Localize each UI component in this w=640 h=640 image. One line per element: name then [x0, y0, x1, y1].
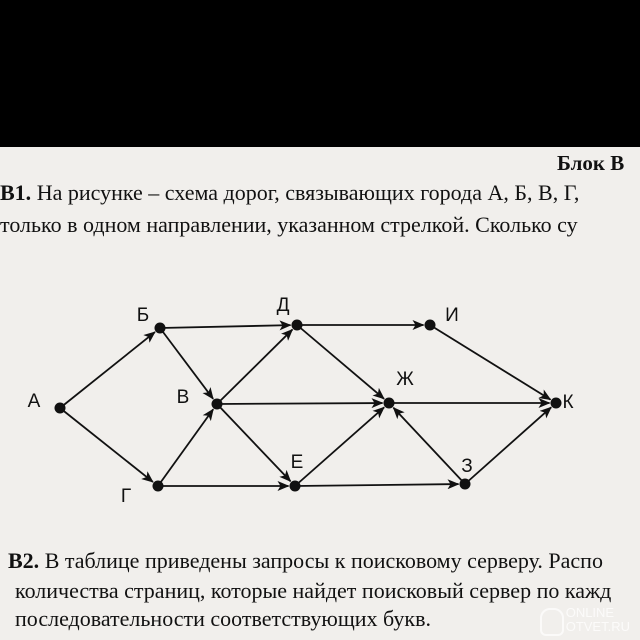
watermark-line2: OTVET.RU — [565, 619, 630, 634]
task-b2-number: В2. — [8, 548, 40, 573]
edge-D-to-Zh — [297, 325, 384, 399]
block-title: Блок В — [557, 151, 625, 175]
task-b2-line2: количества страниц, которые найдет поисковый сервер по кажд — [15, 578, 612, 603]
edge-G-to-V — [158, 409, 213, 486]
edge-V-to-Zh — [217, 403, 383, 404]
node-A — [55, 403, 66, 414]
node-Z — [460, 479, 471, 490]
node-label-G: Г — [120, 486, 132, 508]
task-b2-line1 — [8, 550, 603, 572]
node-E — [290, 481, 301, 492]
edge-A-to-B — [60, 332, 155, 408]
edge-E-to-Z — [295, 484, 459, 486]
node-label-I: И — [445, 305, 459, 327]
task-b1-number: В1. — [0, 180, 32, 205]
task-b1-line2: только в одном направлении, указанном стрелкой. Сколько су — [0, 212, 578, 237]
edge-I-to-K — [430, 325, 550, 400]
task-b2-line3: последовательности соответствующих букв. — [15, 606, 431, 631]
node-label-Zh: Ж — [396, 369, 414, 391]
node-G — [153, 481, 164, 492]
node-label-Z: З — [461, 456, 473, 478]
task-b1-text1: На рисунке – схема дорог, связывающих города А, Б, В, Г, — [36, 180, 580, 205]
node-B — [155, 323, 166, 334]
edge-B-to-D — [160, 325, 291, 328]
node-label-D: Д — [276, 295, 290, 317]
edge-V-to-D — [217, 330, 292, 404]
node-label-E: Е — [290, 452, 304, 474]
node-I — [425, 320, 436, 331]
watermark-line1: ONLINE — [565, 605, 615, 620]
edge-Z-to-Zh — [393, 408, 465, 484]
edge-Z-to-K — [465, 407, 551, 484]
lightbulb-icon — [540, 608, 564, 636]
edge-E-to-Zh — [295, 407, 384, 486]
task-b2-text1: В таблице приведены запросы к поисковому серверу. Распо — [44, 548, 603, 573]
node-label-A: А — [27, 391, 41, 413]
watermark — [566, 606, 630, 634]
node-V — [212, 399, 223, 410]
node-label-B: Б — [136, 305, 150, 327]
edge-A-to-G — [60, 408, 153, 482]
edge-V-to-E — [217, 404, 291, 481]
node-label-V: В — [176, 387, 190, 409]
node-D — [292, 320, 303, 331]
node-Zh — [384, 398, 395, 409]
node-label-K: К — [562, 392, 574, 414]
node-K — [551, 398, 562, 409]
